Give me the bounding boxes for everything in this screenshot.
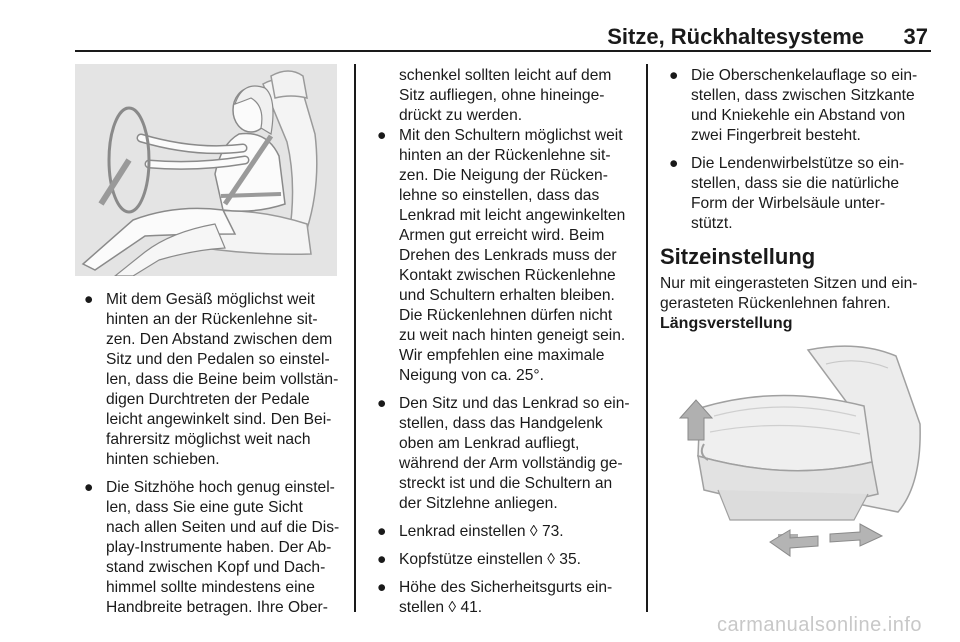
list-item: ● Die Sitzhöhe hoch genug einstel- len, dass Sie eine gute Sicht nach allen Seiten und auf die Dis- play-Instrumente haben. Der Ab- stand zwischen Kopf und Dach- himmel sollte mindestens eine Handbreite betragen. Ihre Ober- (84, 479, 340, 616)
list-item-link-steering[interactable]: ● Lenkrad einstellen ◊ 73. (377, 523, 564, 540)
column-3 (660, 66, 932, 334)
list-item: ● Mit den Schultern möglichst weit hinten an der Rückenlehne sit- zen. Die Neigung der Rücken- lehne so einstellen, dass das Lenkrad mit leicht angewinkelten Armen gut erreicht wird. Beim Drehen des Lenkrads muss der Kontakt zwischen Rückenlehne und Schultern erhalten bleiben. Die Rückenlehnen dürfen nicht zu weit nach hinten geneigt sein. Wir empfehlen eine maximale Neigung von ca. 25°. (377, 127, 626, 384)
page-title: Sitze, Rückhaltesysteme (607, 24, 864, 49)
page-header (0, 0, 960, 52)
column-divider-1 (354, 64, 356, 612)
driver-seating-illustration-icon (75, 64, 337, 276)
watermark: carmanualsonline.info (716, 614, 922, 636)
bullet-icon: ● (377, 523, 387, 540)
bullet-icon: ● (669, 155, 679, 172)
bullet-icon: ● (84, 479, 94, 496)
bullet-icon: ● (669, 67, 679, 84)
column-divider-2 (646, 64, 648, 612)
bullet-icon: ● (84, 291, 94, 308)
seat-adjustment-illustration-icon (658, 344, 926, 566)
bullet-icon: ● (377, 579, 387, 596)
list-item: ● Die Lendenwirbelstütze so ein- stellen, dass sie die natürliche Form der Wirbelsäule unter- stützt. (669, 155, 905, 232)
list-item: ● Den Sitz und das Lenkrad so ein- stellen, dass das Handgelenk oben am Lenkrad aufliegt, während der Arm vollständig ge- streckt ist und die Schultern an der Sitzlehne anliegen. (377, 395, 630, 512)
bullet-icon: ● (377, 127, 387, 144)
section-text: Nur mit eingerasteten Sitzen und ein- gerasteten Rückenlehnen fahren. (660, 275, 918, 312)
list-item-link-headrest[interactable]: ● Kopfstütze einstellen ◊ 35. (377, 551, 581, 568)
column-1 (75, 290, 347, 626)
list-item: ● Mit dem Gesäß möglichst weit hinten an der Rückenlehne sit- zen. Den Abstand zwischen dem Sitz und den Pedalen so einstel- len, dass die Beine beim vollstän- digen Durchtreten der Pedale leicht angewinkelt sind. Den Bei- fahrersitz möglichst weit nach hinten schieben. (84, 291, 339, 468)
list-item: ● Die Oberschenkelauflage so ein- stellen, dass zwischen Sitzkante und Kniekehle ein Abstand von zwei Fingerbreit besteht. (669, 67, 918, 144)
continued-text: schenkel sollten leicht auf dem Sitz aufliegen, ohne hineinge- drückt zu werden. (399, 67, 612, 124)
sub-heading: Längsverstellung (660, 315, 793, 332)
list-item-link-seatbelt[interactable]: ● Höhe des Sicherheitsgurts ein- stellen ◊ 41. (377, 579, 613, 616)
bullet-icon: ● (377, 551, 387, 568)
section-heading: Sitzeinstellung (660, 244, 816, 269)
page-number: 37 (903, 24, 928, 49)
column-2 (368, 66, 640, 626)
bullet-icon: ● (377, 395, 387, 412)
header-rule (75, 50, 931, 52)
